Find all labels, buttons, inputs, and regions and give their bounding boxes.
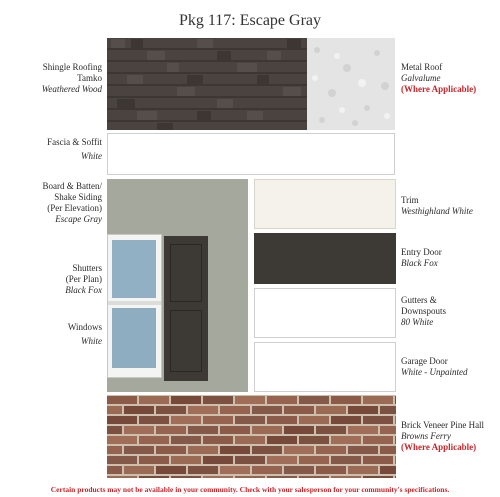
- brick-color: Browns Ferry: [401, 431, 451, 441]
- garage-door-color: White - Unpainted: [401, 367, 468, 377]
- fascia-color: White: [81, 151, 102, 161]
- gutters-label-line1: Gutters &: [401, 295, 437, 305]
- trim-color: Westhighland White: [401, 206, 473, 216]
- window-image: [107, 234, 162, 378]
- entry-door-color: Black Fox: [401, 258, 438, 268]
- metal-roof-label: Metal Roof: [401, 62, 443, 72]
- page-title: Pkg 117: Escape Gray: [178, 12, 322, 29]
- siding-label-group: [6, 181, 102, 225]
- windows-label: Windows: [67, 322, 102, 332]
- window-upper-pane: [112, 240, 156, 298]
- roofing-color: Weathered Wood: [41, 84, 102, 94]
- trim-swatch: [254, 179, 396, 229]
- entry-door-label-group: [401, 247, 497, 269]
- garage-door-label: Garage Door: [401, 356, 448, 366]
- brick-label: Brick Veneer Pine Hall: [401, 420, 485, 430]
- shutters-label-line2: (Per Plan): [65, 274, 102, 284]
- windows-label-group: [6, 322, 102, 347]
- garage-door-swatch: [254, 342, 396, 392]
- gutters-label-group: [401, 295, 497, 328]
- window-lower-pane: [112, 308, 156, 368]
- gutters-color: 80 White: [401, 317, 434, 327]
- gutters-swatch: [254, 288, 396, 338]
- shutter-lower-panel: [170, 310, 202, 372]
- metal-roof-swatch: [307, 38, 395, 130]
- fascia-soffit-swatch: [107, 133, 395, 175]
- siding-label-line3: (Per Elevation): [47, 203, 102, 213]
- roofing-label: Shingle Roofing: [42, 62, 102, 72]
- siding-color: Escape Gray: [55, 214, 102, 224]
- shutter-upper-panel: [170, 244, 202, 302]
- roofing-brand: Tamko: [77, 73, 102, 83]
- metal-roof-label-group: [401, 62, 497, 95]
- siding-swatch: [107, 179, 248, 392]
- brick-texture: [107, 395, 396, 478]
- window-meeting-rail: [108, 301, 161, 305]
- metal-roof-color: Galvalume: [401, 73, 441, 83]
- brick-label-group: [401, 420, 499, 453]
- brick-note: (Where Applicable): [401, 442, 477, 452]
- roofing-label-group: [6, 62, 102, 95]
- availability-disclaimer: Certain products may not be available in your community. Check with your salesperson for your community's specifications.: [50, 485, 450, 494]
- shutters-color: Black Fox: [65, 285, 102, 295]
- shingle-texture: [107, 38, 307, 130]
- entry-door-label: Entry Door: [401, 247, 442, 257]
- siding-label-line1: Board & Batten/: [42, 181, 102, 191]
- fascia-label: Fascia & Soffit: [47, 137, 102, 147]
- galvalume-texture: [307, 38, 395, 130]
- brick-swatch: [107, 395, 396, 478]
- garage-door-label-group: [401, 356, 497, 378]
- trim-label-group: [401, 195, 497, 217]
- siding-label-line2: Shake Siding: [54, 192, 102, 202]
- gutters-label-line2: Downspouts: [401, 306, 447, 316]
- trim-label: Trim: [401, 195, 419, 205]
- shutters-label-line1: Shutters: [72, 263, 102, 273]
- windows-color: White: [81, 336, 102, 346]
- fascia-label-group: [6, 137, 102, 162]
- entry-door-swatch: [254, 233, 396, 284]
- shutters-label-group: [6, 263, 102, 296]
- metal-roof-note: (Where Applicable): [401, 84, 477, 94]
- shutter-image: [164, 236, 208, 381]
- shingle-roof-swatch: [107, 38, 307, 130]
